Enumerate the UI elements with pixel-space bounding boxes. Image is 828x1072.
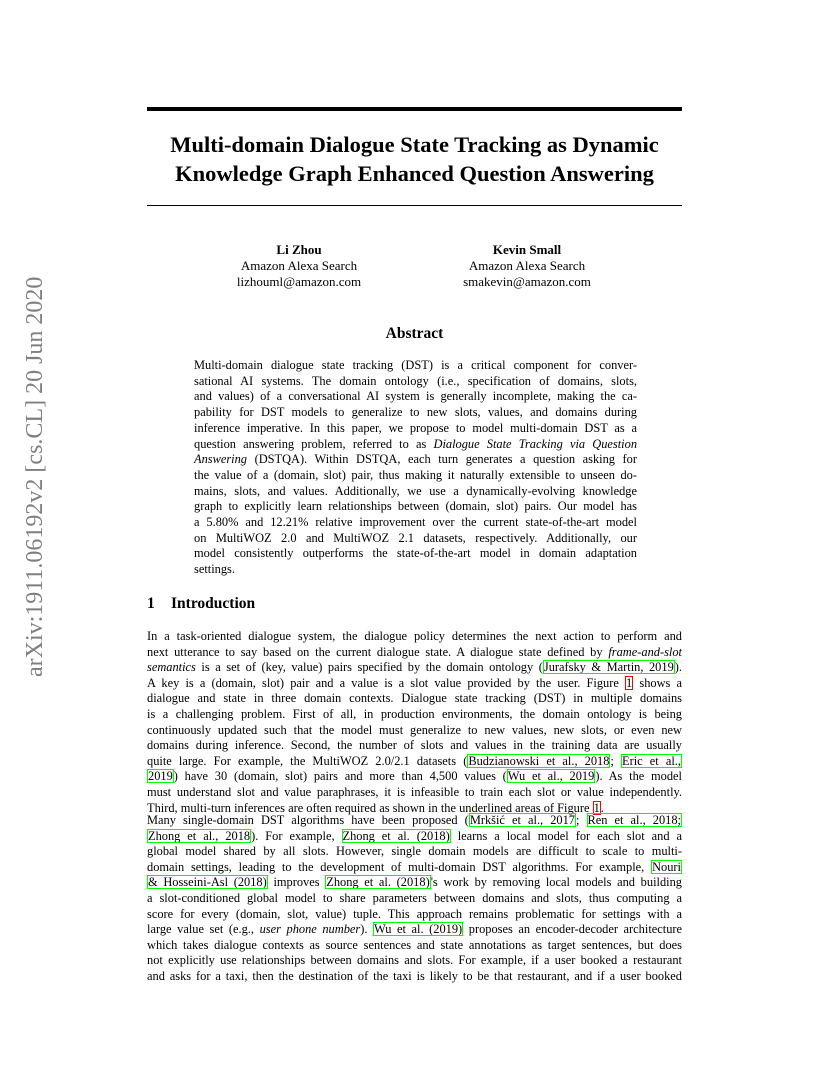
text-line: on MultiWOZ 2.0 and MultiWOZ 2.1 datasets, respectively. Additionally, our — [194, 530, 637, 545]
emphasis-text: Answering — [194, 452, 248, 467]
text-line: graph to explicitly learn relationships between (domain, slot) pairs. Our model has — [194, 499, 637, 514]
text-line: must understand slot and value paraphrases, it is infeasible to train each slot or value independently. — [147, 784, 682, 799]
section-number: 1 — [147, 595, 155, 612]
text-line: Answering (DSTQA). Within DSTQA, each turn generates a question asking for — [194, 452, 637, 467]
text-line: and asks for a taxi, then the destination of the taxi is likely to be that restaurant, and if a user booked — [147, 968, 682, 983]
text-line: continuously updated such that the model must generalize to new values, new slots, or even new — [147, 722, 682, 737]
text-line: which takes dialogue contexts as source sentences and state annotations as target sentences, but does — [147, 937, 682, 952]
text-line: not explicitly use relationships between domains and slots. For example, if a user booked a restaurant — [147, 953, 682, 968]
text-line: model consistently outperforms the state-of-the-art model in domain adaptation — [194, 546, 637, 561]
author-email[interactable]: lizhouml@amazon.com — [236, 274, 362, 289]
arxiv-watermark: arXiv:1911.06192v2 [cs.CL] 20 Jun 2020 — [22, 276, 48, 677]
citation-link[interactable]: Ren et al., 2018; — [587, 813, 681, 827]
text-line: 2019) have 30 (domain, slot) pairs and more than 4,500 values (Wu et al., 2019). As the model — [148, 769, 682, 784]
emphasis-text: frame-and-slot — [608, 644, 682, 659]
text-line: a slot-conditioned global model to share parameters between domains and slots, thus computing a — [147, 890, 682, 905]
text-line: Third, multi-turn inferences are often required as shown in the underlined areas of Figure 1. — [147, 800, 604, 815]
text-line: mains, slots, and values. Additionally, we use a dynamically-evolving knowledge — [194, 483, 637, 498]
citation-link[interactable]: Budzianowski et al., 2018 — [468, 753, 610, 768]
figure-ref-link[interactable]: 1 — [593, 800, 600, 815]
emphasis-text: semantics — [147, 660, 196, 675]
citation-link[interactable]: 2019 — [148, 769, 173, 784]
intro-paragraph-2 — [147, 813, 682, 985]
emphasis-text: user phone number — [259, 922, 361, 937]
text-line: global model shared by all slots. However, single domain models are difficult to scale to multi- — [147, 844, 682, 859]
text-line: quite large. For example, the MultiWOZ 2.0/2.1 datasets (Budzianowski et al., 2018; Eric et al., — [147, 753, 681, 768]
citation-link[interactable]: Wu et al. (2019) — [374, 922, 463, 937]
author-affiliation: Amazon Alexa Search — [468, 258, 586, 273]
citation-link[interactable]: Zhong et al. (2018) — [342, 828, 450, 843]
section-heading — [147, 595, 255, 613]
citation-link[interactable]: Mrkšić et al., 2017 — [469, 813, 575, 827]
text-line: Zhong et al., 2018). For example, Zhong et al. (2018) learns a local model for each slot and a — [148, 828, 682, 843]
figure-ref-link[interactable]: 1 — [626, 675, 633, 690]
text-line: Many single-domain DST algorithms have been proposed (Mrkšić et al., 2017; Ren et al., 2018; — [147, 813, 681, 827]
section-title: Introduction — [171, 595, 256, 612]
text-line: domains during inference. Second, the number of slots and values in the training data are usually — [147, 738, 682, 753]
citation-link[interactable]: Zhong et al., 2018 — [148, 828, 251, 843]
text-line: sational AI systems. The domain ontology (i.e., specification of domains, slots, — [194, 373, 637, 388]
abstract-body — [194, 358, 637, 578]
citation-link[interactable]: Wu et al., 2019 — [507, 769, 595, 784]
citation-link[interactable]: Jurafsky & Martin, 2019 — [543, 660, 674, 675]
text-line: score for every (domain, slot, value) tuple. This approach remains problematic for settings with a — [147, 906, 682, 921]
citation-link[interactable]: Zhong et al. (2018) — [326, 875, 430, 890]
text-line: semantics is a set of (key, value) pairs specified by the domain ontology (Jurafsky & Martin, 2019). — [147, 660, 682, 675]
title-line: Multi-domain Dialogue State Tracking as Dynamic — [170, 132, 659, 157]
text-line: A key is a (domain, slot) pair and a value is a slot value provided by the user. Figure 1 shows a — [147, 675, 683, 690]
intro-paragraph-1 — [147, 629, 682, 816]
author-affiliation: Amazon Alexa Search — [240, 258, 358, 273]
author-block — [189, 242, 409, 290]
citation-link[interactable]: Nouri — [652, 859, 681, 874]
author-email[interactable]: smakevin@amazon.com — [463, 274, 591, 289]
paper-title — [147, 130, 682, 188]
emphasis-text: Dialogue State Tracking via Question — [433, 436, 638, 451]
text-line: a 5.80% and 12.21% relative improvement over the current state-of-the-art model — [194, 515, 637, 530]
text-line: Multi-domain dialogue state tracking (DST) is a critical component for conver- — [194, 358, 637, 372]
text-line: domain settings, leading to the development of multi-domain DST algorithms. For example, Nouri — [147, 859, 681, 874]
title-top-rule — [147, 107, 682, 111]
text-line: and values) of a conversational AI system is generally incomplete, making the ca- — [194, 389, 637, 404]
title-bottom-rule — [147, 205, 682, 206]
text-line: large value set (e.g., user phone number). Wu et al. (2019) proposes an encoder-decoder architecture — [147, 922, 683, 937]
text-line: inference imperative. In this paper, we propose to model multi-domain DST as a — [194, 420, 637, 435]
abstract-heading: Abstract — [385, 325, 444, 342]
text-line: In a task-oriented dialogue system, the dialogue policy determines the next action to perform and — [147, 629, 682, 643]
text-line: pability for DST models to generalize to new slots, values, and domains during — [194, 405, 637, 420]
text-line: is a challenging problem. First of all, in production environments, the domain ontology is being — [147, 706, 682, 721]
citation-link[interactable]: & Hosseini-Asl (2018) — [148, 875, 267, 890]
text-line: settings. — [194, 562, 235, 577]
text-line: the value of a (domain, slot) pair, thus making it naturally extensible to unseen do- — [194, 467, 637, 482]
citation-link[interactable]: Eric et al., — [622, 753, 681, 768]
title-line: Knowledge Graph Enhanced Question Answering — [175, 161, 654, 186]
author-name: Li Zhou — [276, 242, 322, 257]
text-line: & Hosseini-Asl (2018) improves Zhong et al. (2018)'s work by removing local models and building — [148, 875, 682, 890]
author-block — [417, 242, 637, 290]
text-line: next utterance to say based on the current dialogue state. A dialogue state defined by frame-and-slot — [147, 644, 682, 659]
text-line: question answering problem, referred to as Dialogue State Tracking via Question — [194, 436, 638, 451]
text-line: dialogue and state in three domain contexts. Dialogue state tracking (DST) in multiple domains — [147, 691, 682, 706]
author-name: Kevin Small — [492, 242, 562, 257]
